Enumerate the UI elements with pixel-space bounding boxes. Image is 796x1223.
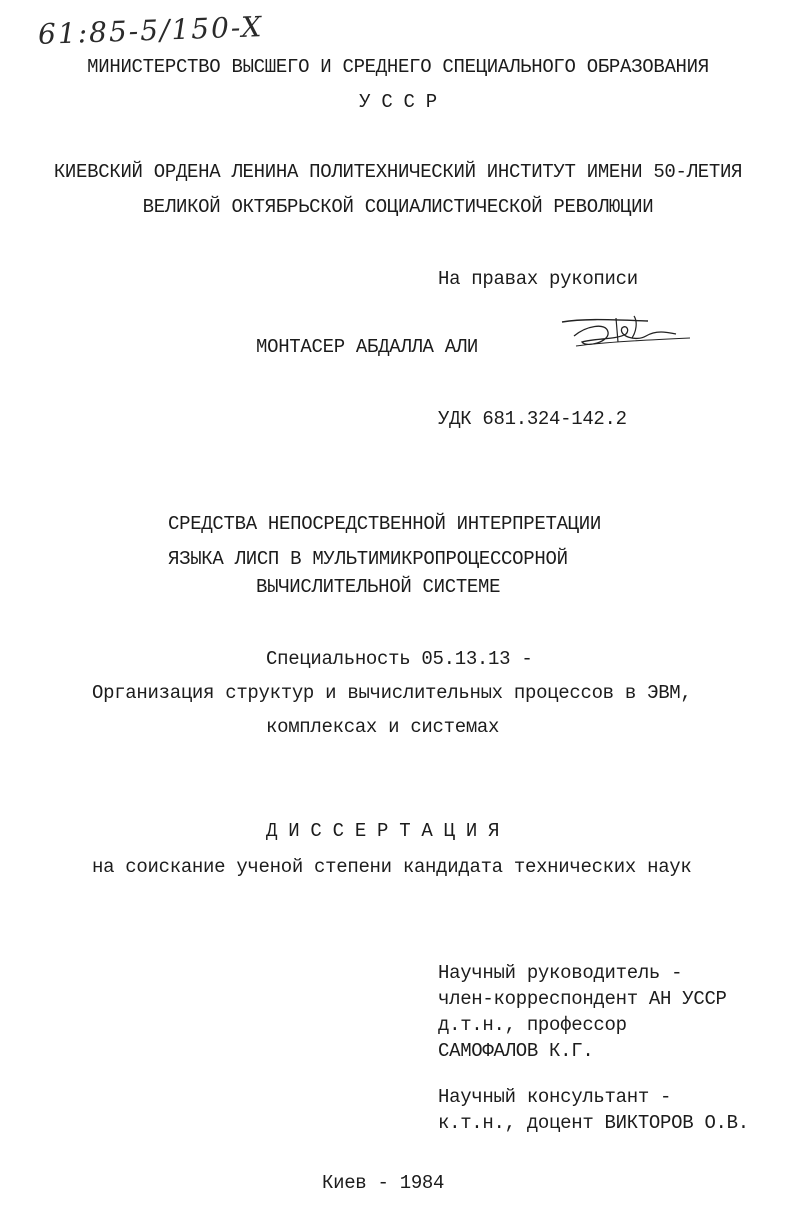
supervisor-line3: д.т.н., профессор — [438, 1014, 627, 1036]
document-type: Д И С С Е Р Т А Ц И Я — [266, 820, 500, 842]
degree-line: на соискание ученой степени кандидата технических наук — [92, 856, 692, 878]
institute-heading-line1: КИЕВСКИЙ ОРДЕНА ЛЕНИНА ПОЛИТЕХНИЧЕСКИЙ ИНСТИТУТ ИМЕНИ 50-ЛЕТИЯ — [53, 161, 743, 183]
supervisor-line2: член-корреспондент АН УССР — [438, 988, 727, 1010]
consultant-line2: к.т.н., доцент ВИКТОРОВ О.В. — [438, 1112, 749, 1134]
specialty-line3: комплексах и системах — [266, 716, 500, 738]
place-year: Киев - 1984 — [322, 1172, 445, 1194]
title-line2: ЯЗЫКА ЛИСП В МУЛЬТИМИКРОПРОЦЕССОРНОЙ — [168, 548, 568, 570]
archive-handwritten-note: 61:85-5/150-X — [37, 10, 264, 51]
supervisor-line1: Научный руководитель - — [438, 962, 683, 984]
title-line1: СРЕДСТВА НЕПОСРЕДСТВЕННОЙ ИНТЕРПРЕТАЦИИ — [168, 513, 601, 535]
udk-code: УДК 681.324-142.2 — [438, 408, 627, 430]
supervisor-name: САМОФАЛОВ К.Г. — [438, 1040, 594, 1062]
author-name: МОНТАСЕР АБДАЛЛА АЛИ — [256, 336, 479, 358]
country-heading: У С С Р — [359, 91, 437, 113]
institute-heading-line2: ВЕЛИКОЙ ОКТЯБРЬСКОЙ СОЦИАЛИСТИЧЕСКОЙ РЕВОЛЮЦИИ — [142, 196, 654, 218]
rights-note: На правах рукописи — [438, 268, 638, 290]
author-signature — [556, 312, 696, 358]
consultant-line1: Научный консультант - — [438, 1086, 672, 1108]
ministry-heading: МИНИСТЕРСТВО ВЫСШЕГО И СРЕДНЕГО СПЕЦИАЛЬНОГО ОБРАЗОВАНИЯ — [87, 56, 709, 78]
specialty-line2: Организация структур и вычислительных процессов в ЭВМ, — [92, 682, 692, 704]
specialty-line1: Специальность 05.13.13 - — [266, 648, 533, 670]
title-line3: ВЫЧИСЛИТЕЛЬНОЙ СИСТЕМЕ — [256, 576, 501, 598]
